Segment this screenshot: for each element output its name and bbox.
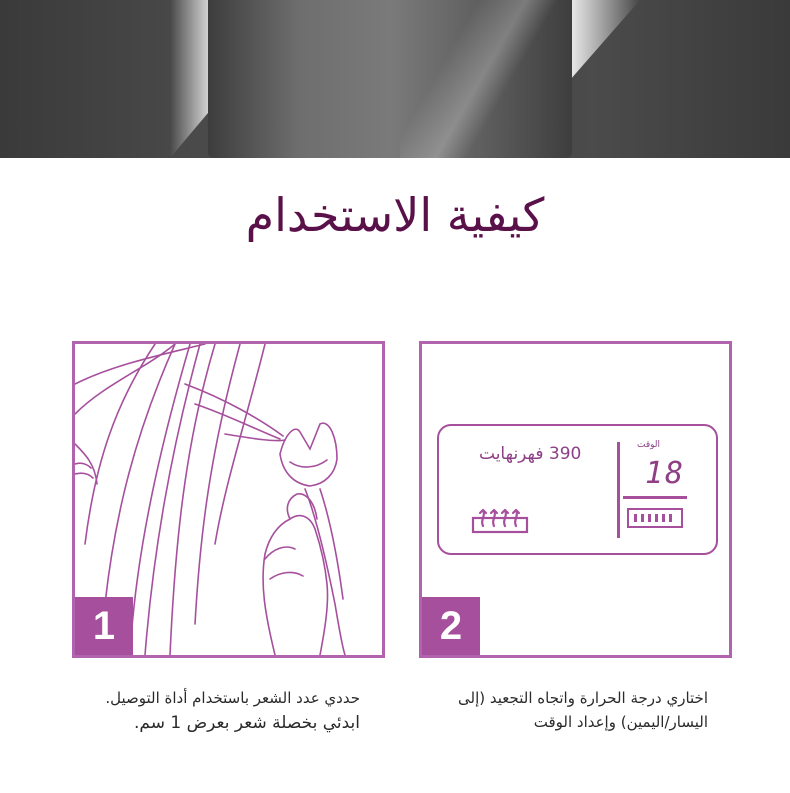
battery-icon xyxy=(627,508,683,528)
step-2-caption-line1: اختاري درجة الحرارة واتجاه التجعيد (إلى xyxy=(458,689,708,707)
step-number-badge: 2 xyxy=(422,597,480,655)
step-2-illustration xyxy=(419,341,732,658)
product-banner xyxy=(0,0,790,158)
temperature-readout: 390 فهرنهايت xyxy=(479,444,582,464)
step-1-caption-line1: حددي عدد الشعر باستخدام أداة التوصيل. xyxy=(105,689,360,707)
step-1-caption-line2: ابدئي بخصلة شعر بعرض 1 سم. xyxy=(134,713,360,733)
lcd-display xyxy=(437,424,718,555)
step-2-caption xyxy=(418,686,708,734)
lcd-divider xyxy=(617,442,620,538)
page-title: كيفية الاستخدام xyxy=(245,188,545,242)
product-highlight xyxy=(400,0,572,158)
step-1-illustration xyxy=(72,341,385,658)
banner-light-right xyxy=(570,0,640,80)
step-number-badge: 1 xyxy=(75,597,133,655)
time-readout: 18 xyxy=(645,456,686,491)
time-label: الوقت xyxy=(637,440,661,450)
battery-level-bars xyxy=(634,514,676,522)
lcd-separator xyxy=(623,496,687,499)
step-2-caption-line2: اليسار/اليمين) وإعداد الوقت xyxy=(533,713,708,731)
heat-icon xyxy=(471,496,531,536)
step-1-caption xyxy=(70,686,360,736)
